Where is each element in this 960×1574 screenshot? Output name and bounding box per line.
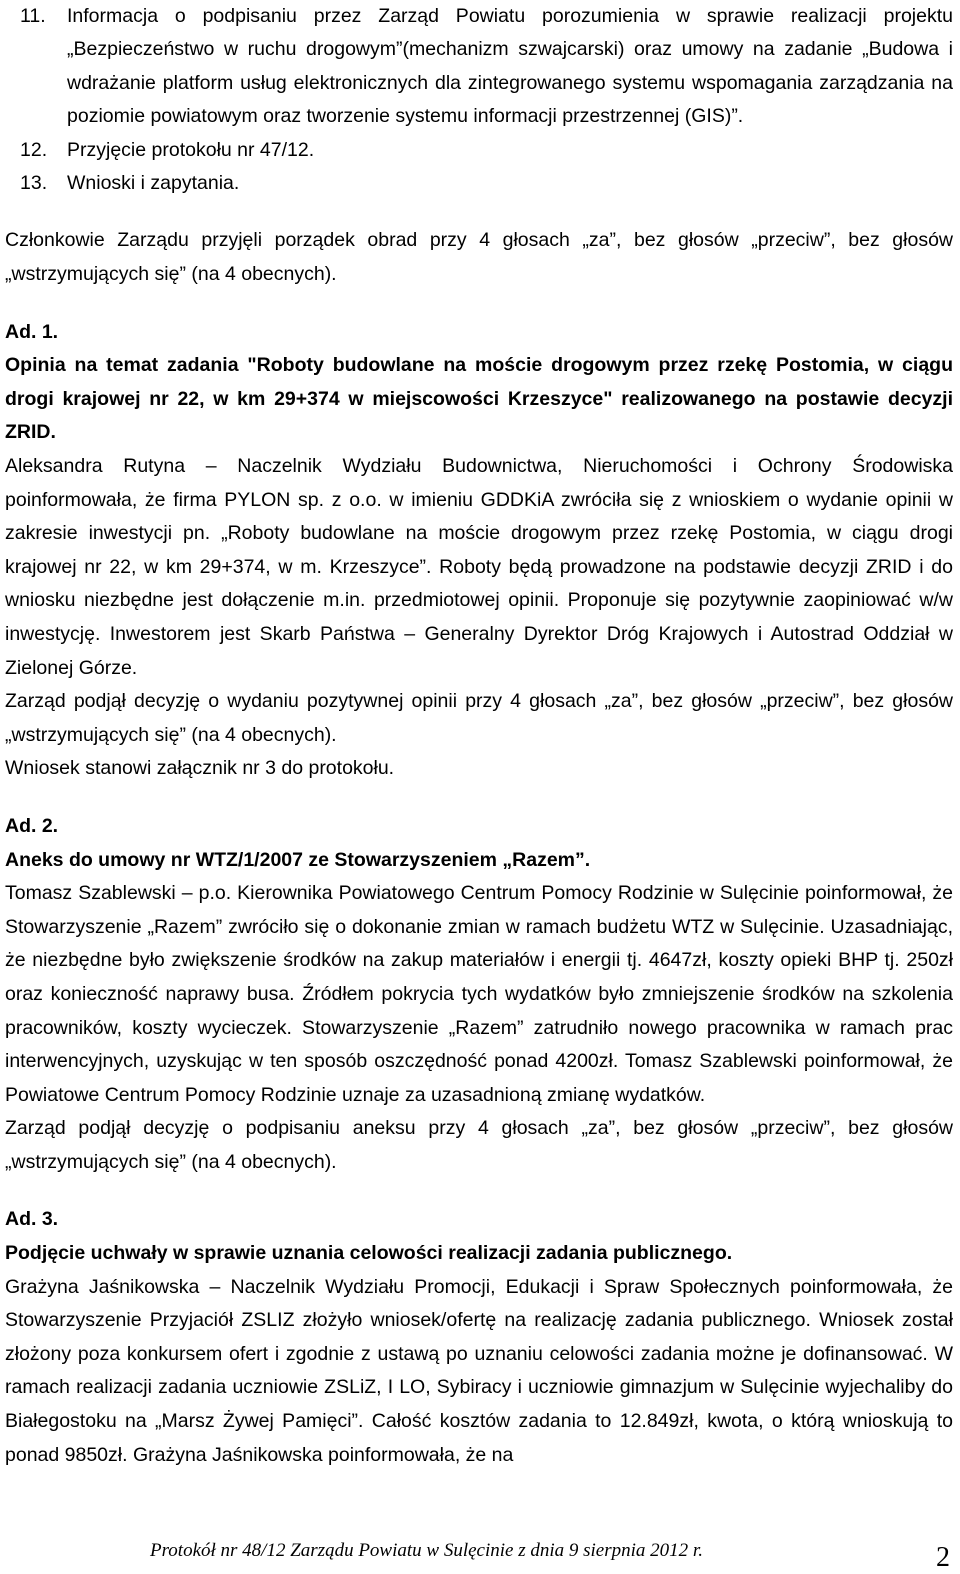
ad3-title: Podjęcie uchwały w sprawie uznania celowości realizacji zadania publicznego.	[5, 1242, 733, 1265]
agenda-list	[5, 0, 953, 200]
ad2-title: Aneks do umowy nr WTZ/1/2007 ze Stowarzyszeniem „Razem”.	[5, 848, 591, 871]
ad1-heading: Ad. 1.	[5, 320, 59, 343]
order-vote-paragraph: Członkowie Zarządu przyjęli porządek obrad przy 4 głosach „za”, bez głosów „przeciw”, bez głosów „wstrzymujących się” (na 4 obecnych).	[5, 229, 953, 286]
agenda-item	[5, 167, 953, 200]
agenda-item-text: Wnioski i zapytania.	[67, 172, 240, 195]
page-footer: Protokół nr 48/12 Zarządu Powiatu w Sulęcinie z dnia 9 sierpnia 2012 r.	[150, 1540, 703, 1561]
agenda-item-text: Informacja o podpisaniu przez Zarząd Powiatu porozumienia w sprawie realizacji projektu „Bezpieczeństwo w ruchu drogowym”(mechanizm szwajcarski) oraz umowy na zadanie „Budowa i wdrażanie platform usług elektronicznych dla zintegrowanego systemu wspomagania zarządzania na poziomie powiatowym oraz tworzenie systemu informacji przestrzennej (GIS)”.	[67, 5, 953, 128]
agenda-item-number: 13.	[20, 172, 48, 195]
ad3-heading: Ad. 3.	[5, 1208, 59, 1231]
ad1-paragraph: Aleksandra Rutyna – Naczelnik Wydziału Budownictwa, Nieruchomości i Ochrony Środowiska poinformowała, że firma PYLON sp. z o.o. w imieniu GDDKiA zwróciła się z wnioskiem o wydanie opinii w zakresie inwestycji pn. „Roboty budowlane na moście drogowym przez rzekę Postomia, w ciągu drogi krajowej nr 22, w km 29+374, w m. Krzeszyce”. Roboty będą prowadzone na podstawie decyzji ZRID i do wniosku niezbędne jest dołączenie m.in. przedmiotowej opinii. Proponuje się pozytywnie zaopiniować w/w inwestycję. Inwestorem jest Skarb Państwa – Generalny Dyrektor Dróg Krajowych i Autostrad Oddział w Zielonej Górze.	[5, 455, 953, 679]
ad1-decision: Zarząd podjął decyzję o wydaniu pozytywnej opinii przy 4 głosach „za”, bez głosów „przeciw”, bez głosów „wstrzymujących się” (na 4 obecnych).	[5, 690, 953, 746]
agenda-item-number: 12.	[20, 138, 48, 161]
agenda-item-text: Przyjęcie protokołu nr 47/12.	[67, 138, 315, 161]
ad3-paragraph: Grażyna Jaśnikowska – Naczelnik Wydziału Promocji, Edukacji i Spraw Społecznych poinformowała, że Stowarzyszenie Przyjaciół ZSLIZ złożyło wniosek/ofertę na realizację zadania publicznego. Wniosek został złożony poza konkursem ofert i zgodnie z ustawą po uznaniu celowości zadania możne je dofinansować. W ramach realizacji zadania uczniowie ZSLiZ, I LO, Sybiracy i uczniowie gimnazjum w Sulęcinie wyjechaliby do Białegostoku na „Marsz Żywej Pamięci”. Całość kosztów zadania to 12.849zł, kwota, o którą wnioskują to ponad 9850zł. Grażyna Jaśnikowska poinformowała, że na	[5, 1275, 953, 1466]
ad1-title: Opinia na temat zadania "Roboty budowlane na moście drogowym przez rzekę Postomia, w ciągu drogi krajowej nr 22, w km 29+374 w miejscowości Krzeszyce" realizowanego na postawie decyzji ZRID.	[5, 354, 953, 444]
agenda-item	[5, 0, 953, 134]
agenda-item-number: 11.	[20, 5, 46, 27]
page-number: 2	[936, 1542, 950, 1573]
ad2-decision: Zarząd podjął decyzję o podpisaniu aneksu przy 4 głosach „za”, bez głosów „przeciw”, bez głosów „wstrzymujących się” (na 4 obecnych).	[5, 1117, 953, 1173]
document-page	[5, 0, 953, 1472]
agenda-item	[5, 134, 953, 167]
ad2-heading: Ad. 2.	[5, 814, 59, 837]
ad1-attachment-note: Wniosek stanowi załącznik nr 3 do protokołu.	[5, 757, 395, 780]
ad2-paragraph: Tomasz Szablewski – p.o. Kierownika Powiatowego Centrum Pomocy Rodzinie w Sulęcinie poinformował, że Stowarzyszenie „Razem” zwróciło się o dokonanie zmian w ramach budżetu WTZ w Sulęcinie. Uzasadniając, że niezbędne było zwiększenie środków na zakup materiałów i energii tj. 4647zł, koszty opieki BHP tj. 250zł oraz konieczność naprawy busa. Źródłem pokrycia tych wydatków było zmniejszenie środków na szkolenia pracowników, koszty wycieczek. Stowarzyszenie „Razem” zatrudniło nowego pracownika w ramach prac interwencyjnych, uzyskując w ten sposób oszczędność ponad 4200zł. Tomasz Szablewski poinformował, że Powiatowe Centrum Pomocy Rodzinie uznaje za uzasadnioną zmianę wydatków.	[5, 882, 953, 1106]
